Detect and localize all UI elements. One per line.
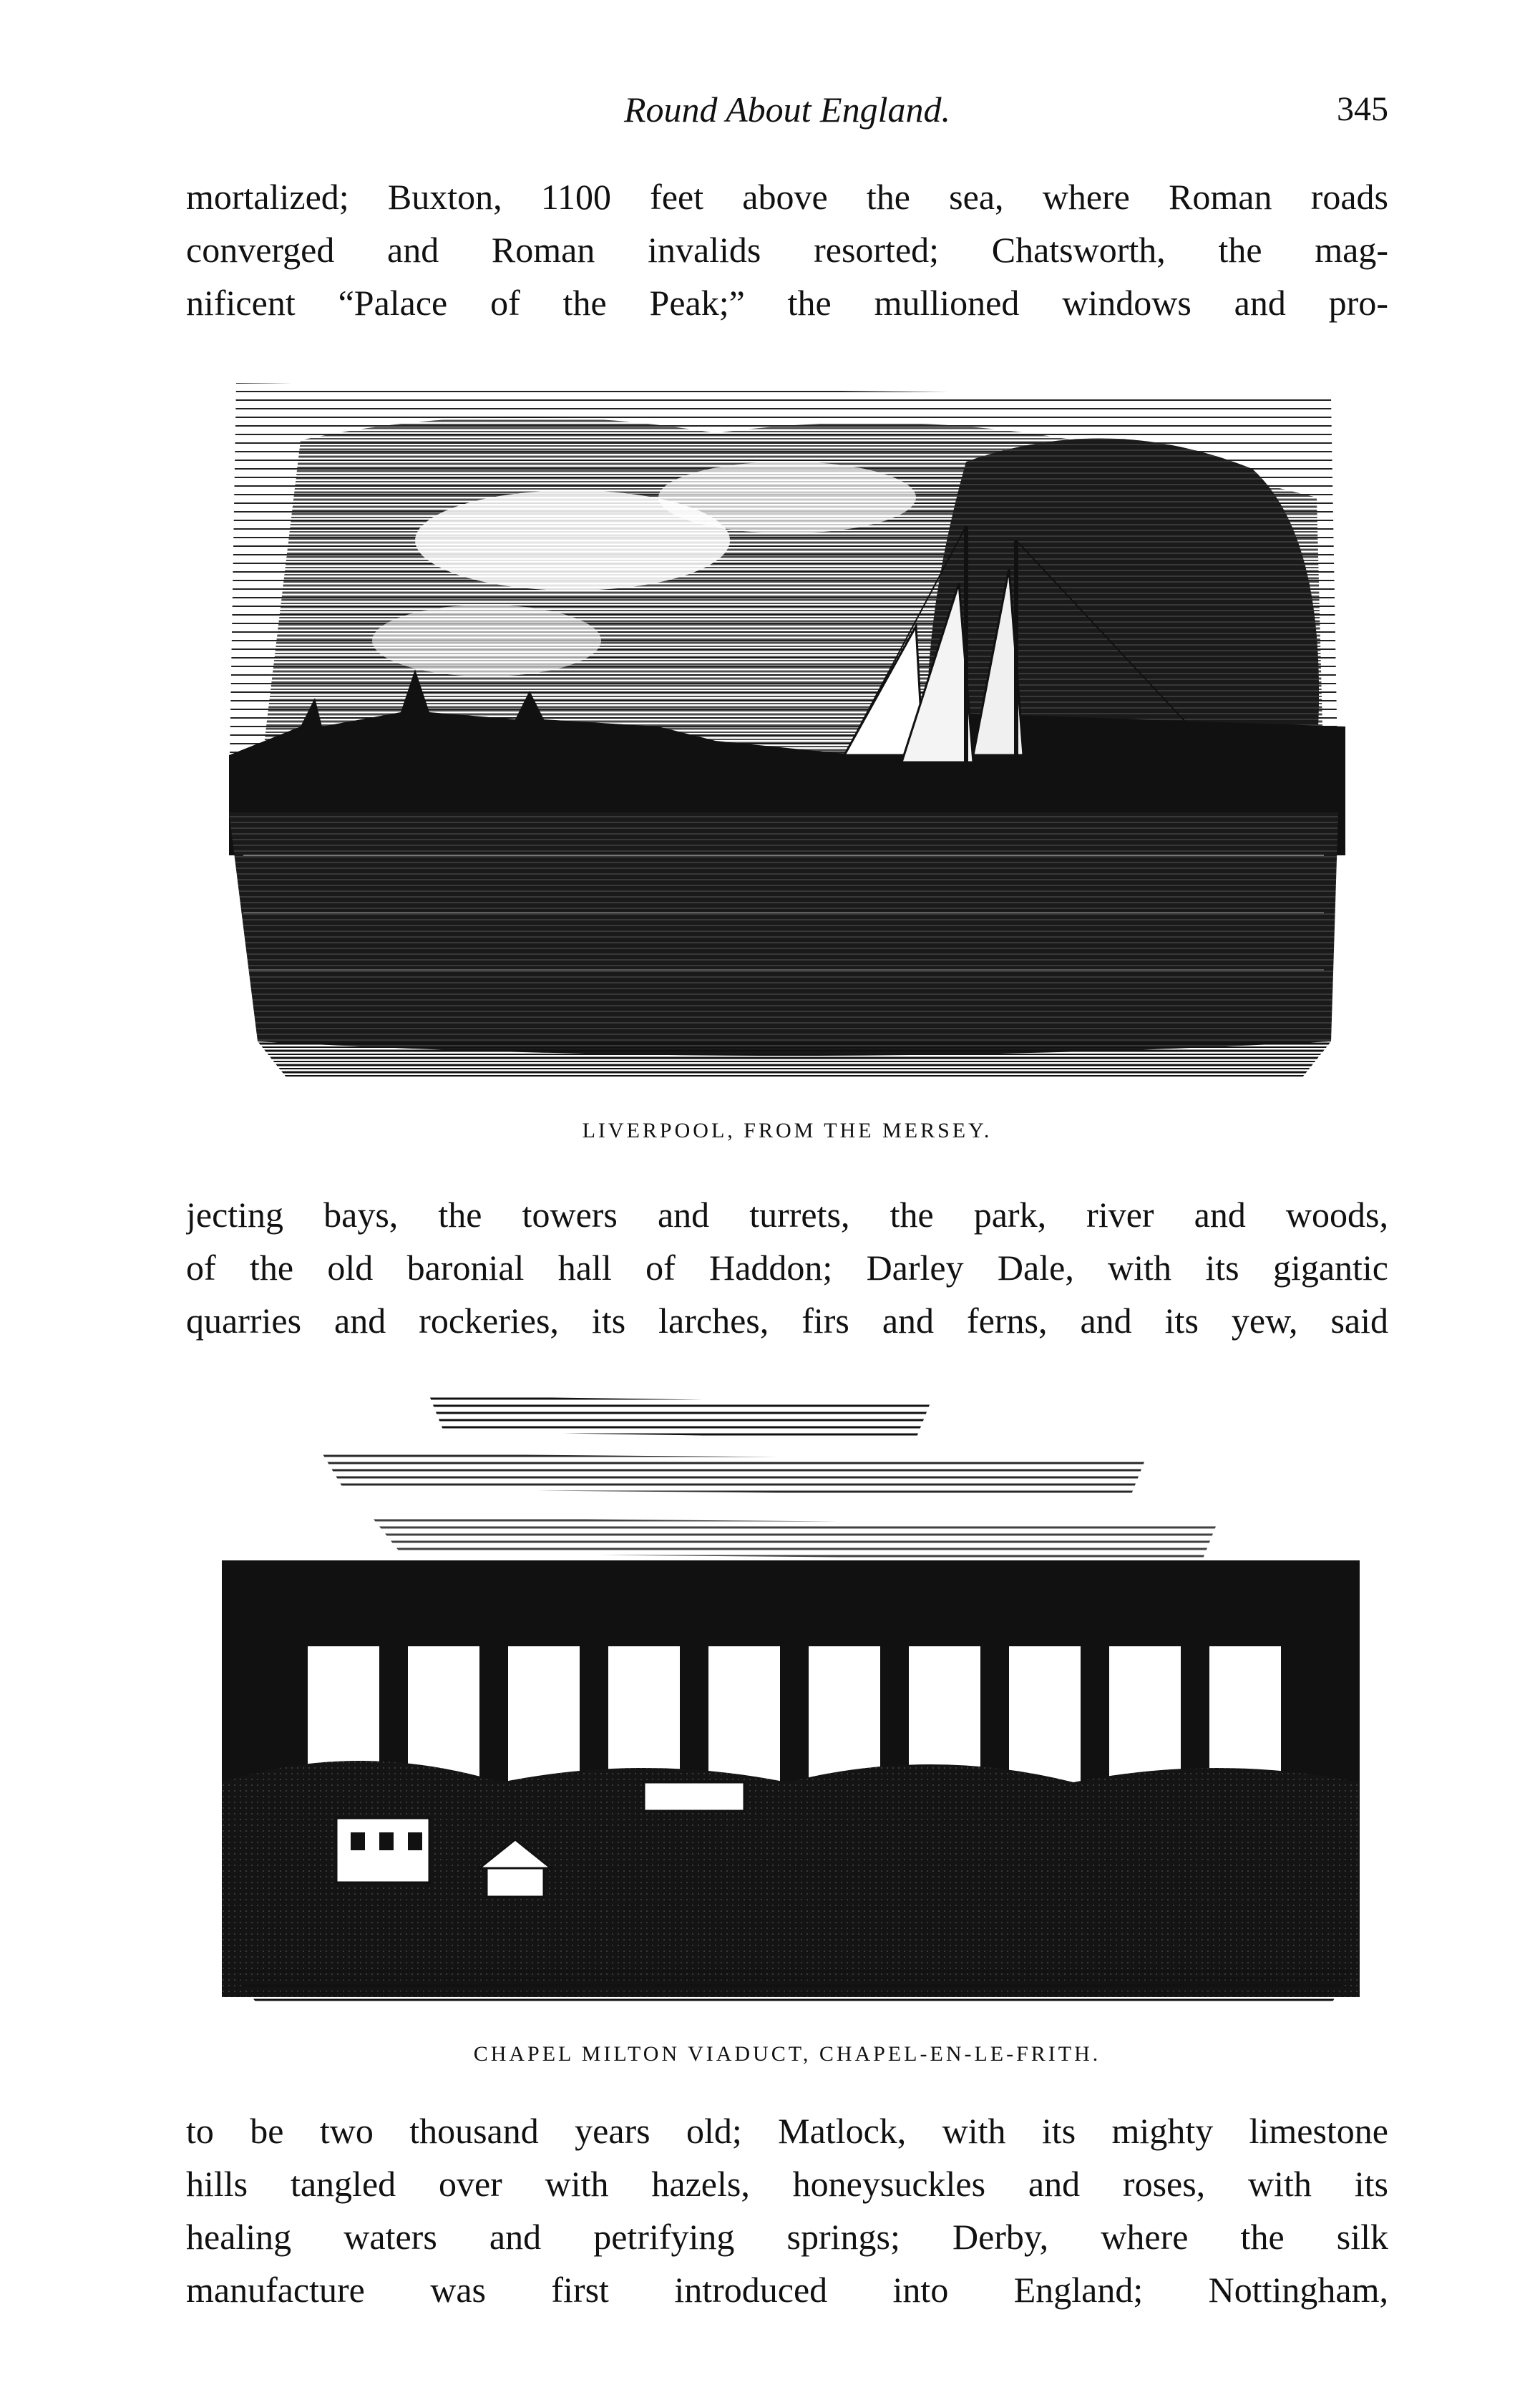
paragraph-3	[186, 2104, 1388, 2316]
text-line: healing waters and petrifying springs; Derby, where the silk	[186, 2217, 1388, 2257]
figure-caption: LIVERPOOL, FROM THE MERSEY.	[582, 1119, 993, 1142]
text-line: hills tangled over with hazels, honeysuckles and roses, with its	[186, 2164, 1388, 2204]
text-line: converged and Roman invalids resorted; Chatsworth, the mag-	[186, 230, 1388, 270]
text-line: nificent “Palace of the Peak;” the mullioned windows and pro-	[186, 283, 1388, 323]
text-line: of the old baronial hall of Haddon; Darley Dale, with its gigantic	[186, 1248, 1388, 1288]
text-line: quarries and rockeries, its larches, firs and ferns, and its yew, said	[186, 1301, 1388, 1341]
paragraph-1	[186, 170, 1388, 329]
text-line: manufacture was first introduced into England; Nottingham,	[186, 2270, 1388, 2310]
liverpool-harbour-illustration	[215, 354, 1353, 1092]
page-number: 345	[1337, 90, 1388, 128]
text-line: jecting bays, the towers and turrets, the park, river and woods,	[186, 1195, 1388, 1235]
figure-caption: CHAPEL MILTON VIADUCT, CHAPEL-EN-LE-FRITH.	[473, 2042, 1101, 2066]
running-head	[186, 84, 1388, 135]
text-line: mortalized; Buxton, 1100 feet above the sea, where Roman roads	[186, 177, 1388, 217]
viaduct-illustration	[215, 1381, 1367, 2011]
liverpool-engraving	[215, 354, 1353, 1092]
text-line: to be two thousand years old; Matlock, with its mighty limestone	[186, 2111, 1388, 2151]
running-title: Round About England.	[623, 89, 950, 130]
paragraph-2	[186, 1188, 1388, 1347]
viaduct-engraving	[215, 1381, 1367, 2011]
